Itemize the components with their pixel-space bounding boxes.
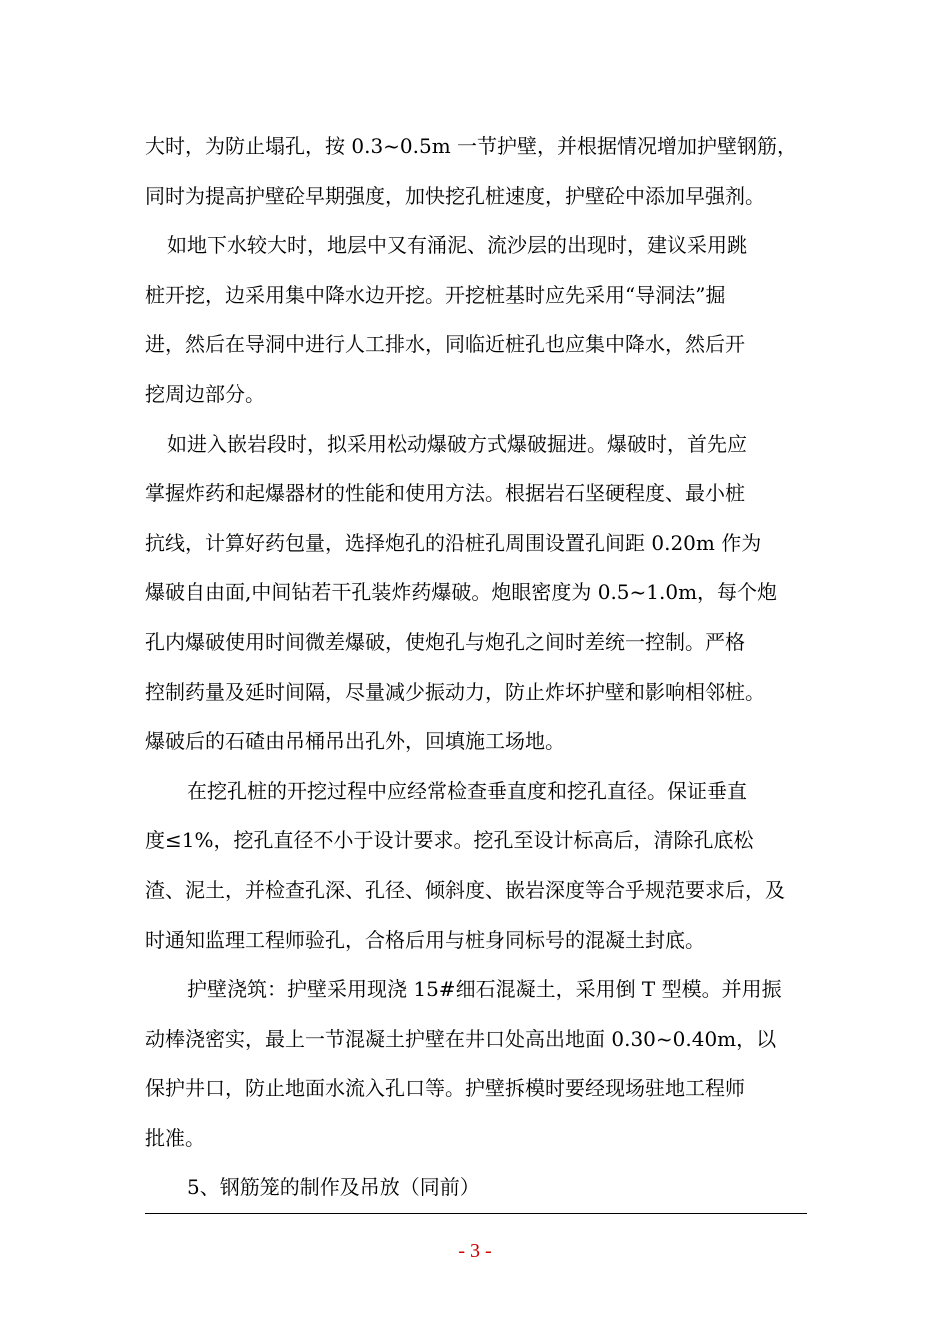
text-line: 渣、泥土，并检查孔深、孔径、倾斜度、嵌岩深度等合乎规范要求后，及 xyxy=(145,877,785,902)
text-line: 5、钢筋笼的制作及吊放（同前） xyxy=(187,1175,480,1200)
paragraph xyxy=(145,221,807,419)
text-line: 桩开挖，边采用集中降水边开挖。开挖桩基时应先采用“导洞法”掘 xyxy=(145,282,726,307)
text-line: 同时为提高护壁砼早期强度，加快挖孔桩速度，护壁砼中添加早强剂。 xyxy=(145,183,765,208)
text-line: 掌握炸药和起爆器材的性能和使用方法。根据岩石坚硬程度、最小桩 xyxy=(145,481,745,506)
text-line: 批准。 xyxy=(145,1125,205,1150)
text-line: 进，然后在导洞中进行人工排水，同临近桩孔也应集中降水，然后开 xyxy=(145,332,745,357)
paragraph xyxy=(145,420,807,767)
text-line: 动棒浇密实，最上一节混凝土护壁在井口处高出地面 0.30~0.40m，以 xyxy=(145,1026,777,1051)
text-line: 爆破后的石碴由吊桶吊出孔外，回填施工场地。 xyxy=(145,729,565,754)
paragraph xyxy=(145,122,807,221)
text-line: 抗线，计算好药包量，选择炮孔的沿桩孔周围设置孔间距 0.20m 作为 xyxy=(145,530,762,555)
page-number: - 3 - xyxy=(458,1240,492,1262)
text-line: 如进入嵌岩段时，拟采用松动爆破方式爆破掘进。爆破时，首先应 xyxy=(167,431,747,456)
text-line: 度≤1%，挖孔直径不小于设计要求。挖孔至设计标高后，清除孔底松 xyxy=(145,828,754,853)
text-line: 爆破自由面,中间钻若干孔装炸药爆破。炮眼密度为 0.5~1.0m，每个炮 xyxy=(145,580,778,605)
text-line: 控制药量及延时间隔，尽量减少振动力，防止炸坏护壁和影响相邻桩。 xyxy=(145,679,765,704)
footer-divider xyxy=(145,1213,807,1214)
text-line: 挖周边部分。 xyxy=(145,381,265,406)
text-line: 如地下水较大时，地层中又有涌泥、流沙层的出现时，建议采用跳 xyxy=(167,233,747,258)
text-line: 保护井口，防止地面水流入孔口等。护壁拆模时要经现场驻地工程师 xyxy=(145,1076,745,1101)
text-line: 孔内爆破使用时间微差爆破，使炮孔与炮孔之间时差统一控制。严格 xyxy=(145,629,745,654)
text-line: 护壁浇筑：护壁采用现浇 15#细石混凝土，采用倒 T 型模。并用振 xyxy=(187,977,782,1002)
text-line: 时通知监理工程师验孔，合格后用与桩身同标号的混凝土封底。 xyxy=(145,927,705,952)
section-heading xyxy=(145,1163,807,1213)
text-line: 在挖孔桩的开挖过程中应经常检查垂直度和挖孔直径。保证垂直 xyxy=(187,778,747,803)
body-text xyxy=(145,122,807,1213)
paragraph xyxy=(145,767,807,965)
text-line: 大时，为防止塌孔，按 0.3~0.5m 一节护壁，并根据情况增加护壁钢筋， xyxy=(145,134,798,158)
paragraph xyxy=(145,965,807,1163)
